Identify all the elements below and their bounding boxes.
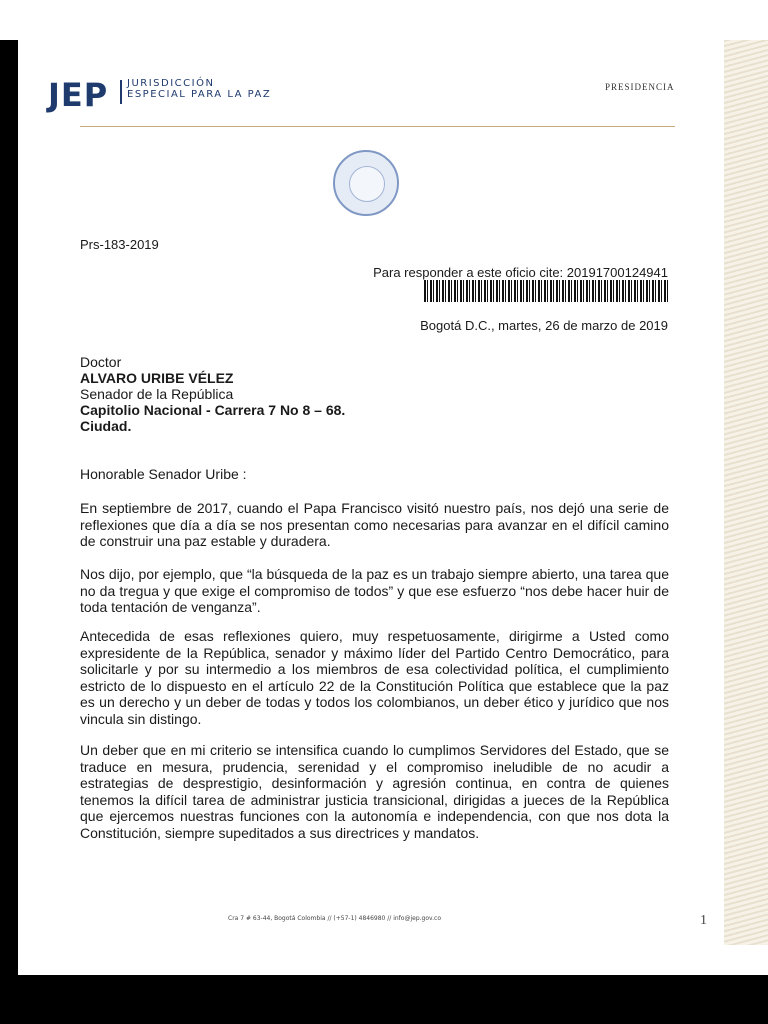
scan-left-border <box>0 40 18 975</box>
logo-line-2: ESPECIAL PARA LA PAZ <box>127 89 272 100</box>
seal-icon <box>333 150 399 216</box>
addressee-address: Capitolio Nacional - Carrera 7 No 8 – 68. <box>80 402 346 418</box>
cite-label: Para responder a este oficio cite: 20191700124941 <box>373 265 668 280</box>
body-paragraph: Antecedida de esas reflexiones quiero, muy respetuosamente, dirigirme a Usted como expresidente de la República, senador y máximo líder del Partido Centro Democrático, para solicitarle y por su intermedio a los miembros de esa colectividad política, el cumplimiento estricto de lo dispuesto en el artículo 22 de la Constitución Política que establece que la paz es un derecho y un deber de todas y todos los colombianos, un deber ético y jurídico que nos vincula sin distingo. <box>80 628 669 727</box>
date-line: Bogotá D.C., martes, 26 de marzo de 2019 <box>420 318 668 333</box>
page-number: 1 <box>700 913 707 928</box>
logo-divider <box>120 80 122 104</box>
barcode-icon <box>424 280 668 302</box>
scan-bottom-border <box>0 975 768 1024</box>
addressee-block <box>80 354 345 434</box>
logo-text <box>127 78 271 100</box>
addressee-title: Doctor <box>80 354 122 370</box>
addressee-name: ALVARO URIBE VÉLEZ <box>80 370 234 386</box>
addressee-city: Ciudad. <box>80 418 132 434</box>
body-paragraph: En septiembre de 2017, cuando el Papa Francisco visitó nuestro país, nos dejó una serie de reflexiones que día a día se nos presentan como necesarias para avanzar en el difícil camino de construir una paz estable y duradera. <box>80 500 669 549</box>
header-rule <box>80 126 675 127</box>
scan-right-edge <box>724 40 768 945</box>
footer-contact: Cra 7 # 63-44, Bogotá Colombia // (+57-1) 4846980 // info@jep.gov.co <box>228 915 441 922</box>
logo-line-1: JURISDICCIÓN <box>127 78 215 89</box>
addressee-position: Senador de la República <box>80 386 234 402</box>
salutation: Honorable Senador Uribe : <box>80 466 247 482</box>
seal-inner <box>349 166 385 202</box>
office-label: PRESIDENCIA <box>605 82 675 92</box>
jep-logo: JEP <box>48 76 109 114</box>
body-paragraph: Nos dijo, por ejemplo, que “la búsqueda de la paz es un trabajo siempre abierto, una tarea que no da tregua y que exige el compromiso de todos” y que ese esfuerzo “nos debe hacer huir de toda tentación de venganza”. <box>80 566 669 615</box>
reference-number: Prs-183-2019 <box>80 237 159 252</box>
body-paragraph: Un deber que en mi criterio se intensifica cuando lo cumplimos Servidores del Estado, que se traduce en mesura, prudencia, serenidad y el compromiso ineludible de no acudir a estrategias de desprestigio, desinformación y agresión continua, en contra de quienes tenemos la difícil tarea de administrar justicia transicional, dirigidas a jueces de la República que ejercemos nuestras funciones con la autonomía e independencia, con que nos dota la Constitución, siempre supeditados a sus directrices y mandatos. <box>80 742 669 841</box>
